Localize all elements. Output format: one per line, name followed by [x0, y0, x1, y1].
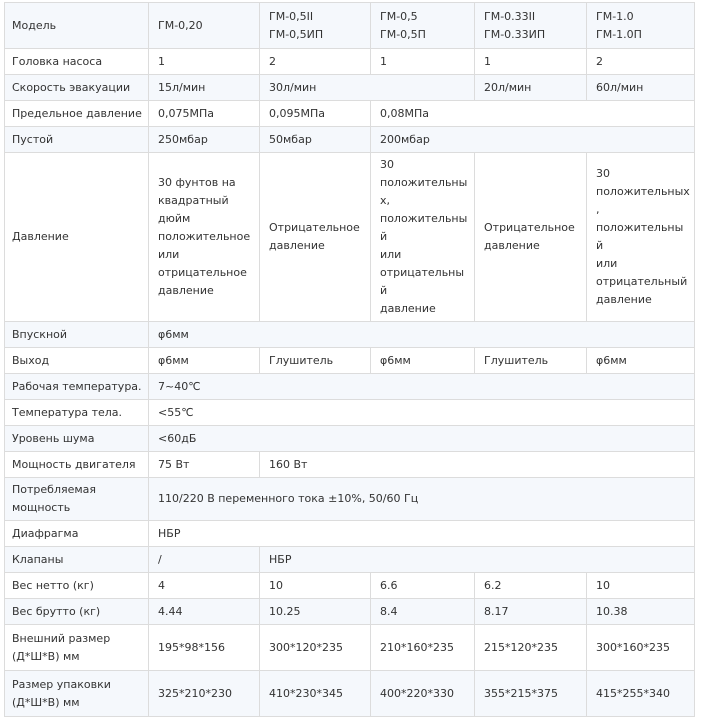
cell-line: <55℃ — [158, 405, 194, 419]
table-row — [5, 49, 695, 75]
row-label: Модель — [5, 3, 149, 49]
table-cell — [371, 153, 475, 322]
table-cell — [260, 153, 371, 322]
table-cell — [475, 348, 587, 374]
table-cell — [260, 671, 371, 717]
table-cell — [260, 101, 371, 127]
cell-line: 0,08МПа — [380, 106, 429, 120]
cell-line: давление — [380, 302, 436, 315]
cell-line: 195*98*156 — [158, 640, 225, 654]
table-cell — [149, 348, 260, 374]
table-row — [5, 101, 695, 127]
table-cell — [149, 75, 260, 101]
cell-line: или — [596, 257, 618, 270]
row-label: Выход — [5, 348, 149, 374]
table-cell — [260, 49, 371, 75]
table-cell — [475, 49, 587, 75]
row-label: Мощность двигателя — [5, 452, 149, 478]
cell-line: давление — [484, 239, 540, 252]
cell-line: давление — [158, 284, 214, 297]
cell-line: НБР — [269, 552, 292, 566]
table-row — [5, 153, 695, 322]
cell-line: 30 фунтов на — [158, 176, 236, 189]
cell-line: 410*230*345 — [269, 686, 343, 700]
table-cell — [587, 3, 695, 49]
table-cell — [149, 374, 695, 400]
cell-line: 30л/мин — [269, 80, 317, 94]
cell-line: 4.44 — [158, 604, 183, 618]
table-cell — [475, 671, 587, 717]
table-cell — [149, 625, 260, 671]
cell-line: 2 — [596, 54, 603, 68]
table-cell — [260, 3, 371, 49]
cell-line: дюйм — [158, 212, 191, 225]
row-label: Предельное давление — [5, 101, 149, 127]
table-cell — [475, 3, 587, 49]
cell-line: ГМ-0,20 — [158, 18, 203, 32]
cell-line: 300*160*235 — [596, 640, 670, 654]
table-row — [5, 547, 695, 573]
cell-line: 325*210*230 — [158, 686, 232, 700]
cell-line: ГМ-1.0 — [596, 9, 634, 23]
table-cell — [475, 599, 587, 625]
table-row — [5, 625, 695, 671]
table-cell — [149, 426, 695, 452]
table-cell — [149, 547, 260, 573]
cell-line: НБР — [158, 526, 181, 540]
table-cell — [371, 573, 475, 599]
cell-line: давление — [596, 293, 652, 306]
cell-line: ГМ-0.33II — [484, 9, 536, 23]
cell-line: 110/220 В переменного тока ±10%, 50/60 Гц — [158, 492, 419, 505]
table-cell — [475, 625, 587, 671]
table-cell — [149, 452, 260, 478]
cell-line: 10.38 — [596, 604, 628, 618]
table-row — [5, 127, 695, 153]
cell-line: 1 — [380, 54, 387, 68]
row-label: Диафрагма — [5, 521, 149, 547]
cell-line: φ6мм — [596, 353, 627, 367]
table-cell — [260, 75, 475, 101]
row-label: Уровень шума — [5, 426, 149, 452]
table-row — [5, 400, 695, 426]
table-cell — [149, 521, 695, 547]
cell-line: 6.6 — [380, 578, 398, 592]
table-cell — [149, 478, 695, 521]
table-cell — [587, 671, 695, 717]
cell-line: ГМ-0,5ИП — [269, 27, 324, 41]
table-cell — [149, 153, 260, 322]
cell-line: квадратный — [158, 194, 229, 207]
cell-line: 30 — [596, 167, 610, 180]
cell-line: отрицательное — [158, 266, 247, 279]
table-cell — [260, 599, 371, 625]
cell-line: 210*160*235 — [380, 640, 454, 654]
row-label: Впускной — [5, 322, 149, 348]
table-row — [5, 374, 695, 400]
table-row — [5, 426, 695, 452]
table-cell — [371, 348, 475, 374]
cell-line: положительных, — [596, 185, 690, 216]
row-label: Клапаны — [5, 547, 149, 573]
table-cell — [371, 3, 475, 49]
cell-line: 355*215*375 — [484, 686, 558, 700]
table-cell — [587, 49, 695, 75]
cell-line: 415*255*340 — [596, 686, 670, 700]
row-label: Температура тела. — [5, 400, 149, 426]
cell-line: 30 — [380, 158, 394, 171]
cell-line: 4 — [158, 578, 165, 592]
table-row — [5, 452, 695, 478]
cell-line: или — [380, 248, 402, 261]
row-label: Давление — [5, 153, 149, 322]
row-label: Внешний размер (Д*Ш*В) мм — [5, 625, 149, 671]
row-label: Пустой — [5, 127, 149, 153]
cell-line: 200мбар — [380, 132, 430, 146]
row-label: Скорость эвакуации — [5, 75, 149, 101]
cell-line: 0,095МПа — [269, 106, 325, 120]
table-cell — [149, 49, 260, 75]
table-cell — [587, 625, 695, 671]
cell-line: ГМ-0.33ИП — [484, 27, 546, 41]
cell-line: 400*220*330 — [380, 686, 454, 700]
cell-line: 0,075МПа — [158, 106, 214, 120]
cell-line: 60л/мин — [596, 80, 644, 94]
table-cell — [260, 452, 695, 478]
spec-table-body — [5, 3, 695, 717]
table-row — [5, 75, 695, 101]
table-cell — [260, 127, 371, 153]
cell-line: 10 — [596, 578, 610, 592]
cell-line: давление — [269, 239, 325, 252]
cell-line: 160 Вт — [269, 457, 308, 471]
cell-line: φ6мм — [158, 353, 189, 367]
table-cell — [371, 625, 475, 671]
cell-line: 6.2 — [484, 578, 502, 592]
table-row — [5, 478, 695, 521]
table-cell — [475, 153, 587, 322]
cell-line: 8.17 — [484, 604, 509, 618]
table-cell — [475, 573, 587, 599]
table-cell — [149, 573, 260, 599]
row-label: Вес нетто (кг) — [5, 573, 149, 599]
cell-line: 8.4 — [380, 604, 398, 618]
spec-table — [4, 2, 695, 717]
cell-line: 1 — [158, 54, 165, 68]
cell-line: ГМ-0,5II — [269, 9, 314, 23]
cell-line: 15л/мин — [158, 80, 206, 94]
table-row — [5, 322, 695, 348]
table-cell — [371, 599, 475, 625]
cell-line: Глушитель — [269, 353, 334, 367]
table-cell — [149, 671, 260, 717]
cell-line: положительный — [380, 212, 468, 243]
table-cell — [371, 101, 695, 127]
cell-line: положительный — [596, 221, 684, 252]
cell-line: 20л/мин — [484, 80, 532, 94]
cell-line: 10.25 — [269, 604, 301, 618]
cell-line: 10 — [269, 578, 283, 592]
table-cell — [149, 3, 260, 49]
cell-line: или — [158, 248, 180, 261]
table-row — [5, 671, 695, 717]
table-cell — [260, 573, 371, 599]
cell-line: 250мбар — [158, 132, 208, 146]
table-cell — [260, 348, 371, 374]
row-label: Размер упаковки (Д*Ш*В) мм — [5, 671, 149, 717]
table-cell — [587, 599, 695, 625]
table-row — [5, 3, 695, 49]
table-cell — [587, 348, 695, 374]
cell-line: отрицательный — [380, 266, 465, 297]
cell-line: / — [158, 552, 162, 566]
table-row — [5, 521, 695, 547]
cell-line: ГМ-1.0П — [596, 27, 642, 41]
table-row — [5, 599, 695, 625]
cell-line: φ6мм — [380, 353, 411, 367]
cell-line: отрицательный — [596, 275, 688, 288]
cell-line: Глушитель — [484, 353, 549, 367]
table-cell — [149, 400, 695, 426]
table-cell — [260, 547, 695, 573]
cell-line: положительное — [158, 230, 251, 243]
table-row — [5, 573, 695, 599]
table-cell — [587, 153, 695, 322]
row-label: Рабочая температура. — [5, 374, 149, 400]
table-row — [5, 348, 695, 374]
row-label: Вес брутто (кг) — [5, 599, 149, 625]
cell-line: 2 — [269, 54, 276, 68]
cell-line: Отрицательное — [269, 221, 360, 234]
table-cell — [260, 625, 371, 671]
table-cell — [149, 599, 260, 625]
cell-line: ГМ-0,5 — [380, 9, 418, 23]
table-cell — [149, 101, 260, 127]
table-cell — [587, 75, 695, 101]
table-cell — [587, 573, 695, 599]
cell-line: 50мбар — [269, 132, 312, 146]
row-label: Потребляемая мощность — [5, 478, 149, 521]
table-cell — [371, 49, 475, 75]
table-cell — [149, 322, 695, 348]
row-label: Головка насоса — [5, 49, 149, 75]
table-cell — [149, 127, 260, 153]
cell-line: 75 Вт — [158, 457, 190, 471]
table-cell — [371, 671, 475, 717]
cell-line: Отрицательное — [484, 221, 575, 234]
cell-line: 7~40℃ — [158, 379, 201, 393]
cell-line: 215*120*235 — [484, 640, 558, 654]
table-cell — [371, 127, 695, 153]
table-cell — [475, 75, 587, 101]
cell-line: 1 — [484, 54, 491, 68]
cell-line: положительных, — [380, 176, 468, 207]
cell-line: φ6мм — [158, 327, 189, 341]
cell-line: ГМ-0,5П — [380, 27, 426, 41]
cell-line: 300*120*235 — [269, 640, 343, 654]
cell-line: <60дБ — [158, 431, 197, 445]
